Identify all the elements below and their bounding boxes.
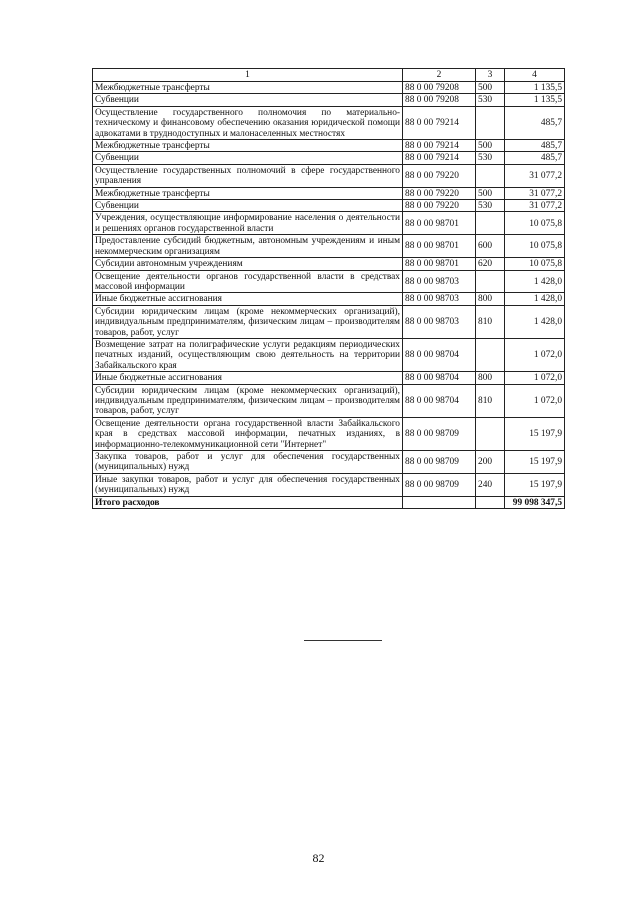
row-code: 88 0 00 98701 — [403, 212, 476, 235]
row-code: 88 0 00 79220 — [403, 164, 476, 187]
row-code: 88 0 00 98704 — [403, 338, 476, 371]
row-name: Осуществление государственных полномочий в сфере государственного управления — [93, 164, 403, 187]
row-vr — [476, 338, 505, 371]
row-code: 88 0 00 98701 — [403, 258, 476, 270]
table-row — [93, 140, 565, 152]
row-amount: 31 077,2 — [505, 187, 565, 199]
total-code-cell — [403, 496, 476, 508]
row-name: Субсидии юридическим лицам (кроме некоммерческих организаций), индивидуальным предпринимателям, физическим лицам – производителям товаров, работ, услуг — [93, 384, 403, 417]
row-code: 88 0 00 98703 — [403, 270, 476, 293]
row-code: 88 0 00 98709 — [403, 473, 476, 496]
row-vr: 600 — [476, 235, 505, 258]
row-amount: 1 428,0 — [505, 293, 565, 305]
row-name: Субвенции — [93, 94, 403, 106]
row-code: 88 0 00 79208 — [403, 94, 476, 106]
row-code: 88 0 00 98709 — [403, 451, 476, 474]
table-row — [93, 258, 565, 270]
total-row — [93, 496, 565, 508]
row-vr: 500 — [476, 82, 505, 94]
table-row — [93, 187, 565, 199]
table-row — [93, 212, 565, 235]
row-vr: 530 — [476, 200, 505, 212]
row-amount: 31 077,2 — [505, 164, 565, 187]
row-amount: 10 075,8 — [505, 235, 565, 258]
table-row — [93, 417, 565, 450]
row-code: 88 0 00 98703 — [403, 305, 476, 338]
row-vr — [476, 417, 505, 450]
table-row — [93, 338, 565, 371]
table-row — [93, 473, 565, 496]
table-row — [93, 152, 565, 164]
row-vr: 530 — [476, 94, 505, 106]
row-amount: 1 072,0 — [505, 372, 565, 384]
row-name: Осуществление государственного полномочия по материально-техническому и финансовому обеспечению оказания юридической помощи адвокатами в труднодоступных и малонаселенных местностях — [93, 106, 403, 139]
row-code: 88 0 00 79220 — [403, 187, 476, 199]
row-amount: 1 072,0 — [505, 338, 565, 371]
row-vr: 800 — [476, 372, 505, 384]
table-row — [93, 293, 565, 305]
table-row — [93, 94, 565, 106]
row-vr: 620 — [476, 258, 505, 270]
row-vr — [476, 212, 505, 235]
row-vr — [476, 106, 505, 139]
row-code: 88 0 00 98704 — [403, 384, 476, 417]
header-col-4: 4 — [505, 69, 565, 82]
row-amount: 485,7 — [505, 152, 565, 164]
total-label: Итого расходов — [93, 496, 403, 508]
row-code: 88 0 00 79220 — [403, 200, 476, 212]
row-name: Субвенции — [93, 152, 403, 164]
row-vr: 240 — [476, 473, 505, 496]
table-row — [93, 270, 565, 293]
row-name: Закупка товаров, работ и услуг для обеспечения государственных (муниципальных) нужд — [93, 451, 403, 474]
row-code: 88 0 00 98701 — [403, 235, 476, 258]
row-name: Субсидии юридическим лицам (кроме некоммерческих организаций), индивидуальным предпринимателям, физическим лицам – производителям товаров, работ, услуг — [93, 305, 403, 338]
table-row — [93, 164, 565, 187]
row-vr: 530 — [476, 152, 505, 164]
row-amount: 1 428,0 — [505, 305, 565, 338]
row-name: Освещение деятельности органа государственной власти Забайкальского края в средствах массовой информации, печатных изданиях, в информационно-телекоммуникационной сети "Интернет" — [93, 417, 403, 450]
row-amount: 15 197,9 — [505, 473, 565, 496]
row-vr — [476, 270, 505, 293]
row-code: 88 0 00 98704 — [403, 372, 476, 384]
row-amount: 485,7 — [505, 106, 565, 139]
row-name: Учреждения, осуществляющие информирование населения о деятельности и решениях органов государственной власти — [93, 212, 403, 235]
row-amount: 1 428,0 — [505, 270, 565, 293]
row-name: Межбюджетные трансферты — [93, 140, 403, 152]
row-vr: 200 — [476, 451, 505, 474]
row-name: Межбюджетные трансферты — [93, 187, 403, 199]
row-name: Предоставление субсидий бюджетным, автономным учреждениям и иным некоммерческим организациям — [93, 235, 403, 258]
row-amount: 15 197,9 — [505, 417, 565, 450]
table-row — [93, 451, 565, 474]
header-col-3: 3 — [476, 69, 505, 82]
row-vr: 810 — [476, 384, 505, 417]
table-row — [93, 384, 565, 417]
total-amount: 99 098 347,5 — [505, 496, 565, 508]
row-code: 88 0 00 79214 — [403, 152, 476, 164]
row-code: 88 0 00 98709 — [403, 417, 476, 450]
row-vr: 810 — [476, 305, 505, 338]
page-number: 82 — [312, 851, 325, 865]
row-code: 88 0 00 79214 — [403, 140, 476, 152]
row-amount: 1 072,0 — [505, 384, 565, 417]
table-row — [93, 235, 565, 258]
row-amount: 1 135,5 — [505, 94, 565, 106]
header-col-2: 2 — [403, 69, 476, 82]
row-name: Возмещение затрат на полиграфические услуги редакциям периодических печатных изданий, осуществляющим свою деятельность на территории Забайкальского края — [93, 338, 403, 371]
row-code: 88 0 00 98703 — [403, 293, 476, 305]
table-row — [93, 372, 565, 384]
row-vr: 500 — [476, 187, 505, 199]
row-vr — [476, 164, 505, 187]
row-vr: 800 — [476, 293, 505, 305]
row-name: Иные бюджетные ассигнования — [93, 293, 403, 305]
row-code: 88 0 00 79208 — [403, 82, 476, 94]
table-row — [93, 82, 565, 94]
table-row — [93, 305, 565, 338]
end-divider — [304, 640, 382, 641]
table-row — [93, 106, 565, 139]
row-amount: 10 075,8 — [505, 212, 565, 235]
row-name: Иные закупки товаров, работ и услуг для обеспечения государственных (муниципальных) нужд — [93, 473, 403, 496]
row-code: 88 0 00 79214 — [403, 106, 476, 139]
table-header-row — [93, 69, 565, 82]
total-vr-cell — [476, 496, 505, 508]
row-name: Субсидии автономным учреждениям — [93, 258, 403, 270]
row-amount: 485,7 — [505, 140, 565, 152]
row-amount: 31 077,2 — [505, 200, 565, 212]
header-col-1: 1 — [93, 69, 403, 82]
row-name: Субвенции — [93, 200, 403, 212]
table-row — [93, 200, 565, 212]
row-name: Межбюджетные трансферты — [93, 82, 403, 94]
row-name: Освещение деятельности органов государственной власти в средствах массовой информации — [93, 270, 403, 293]
budget-table — [92, 68, 565, 509]
row-name: Иные бюджетные ассигнования — [93, 372, 403, 384]
row-amount: 10 075,8 — [505, 258, 565, 270]
row-amount: 15 197,9 — [505, 451, 565, 474]
row-amount: 1 135,5 — [505, 82, 565, 94]
row-vr: 500 — [476, 140, 505, 152]
